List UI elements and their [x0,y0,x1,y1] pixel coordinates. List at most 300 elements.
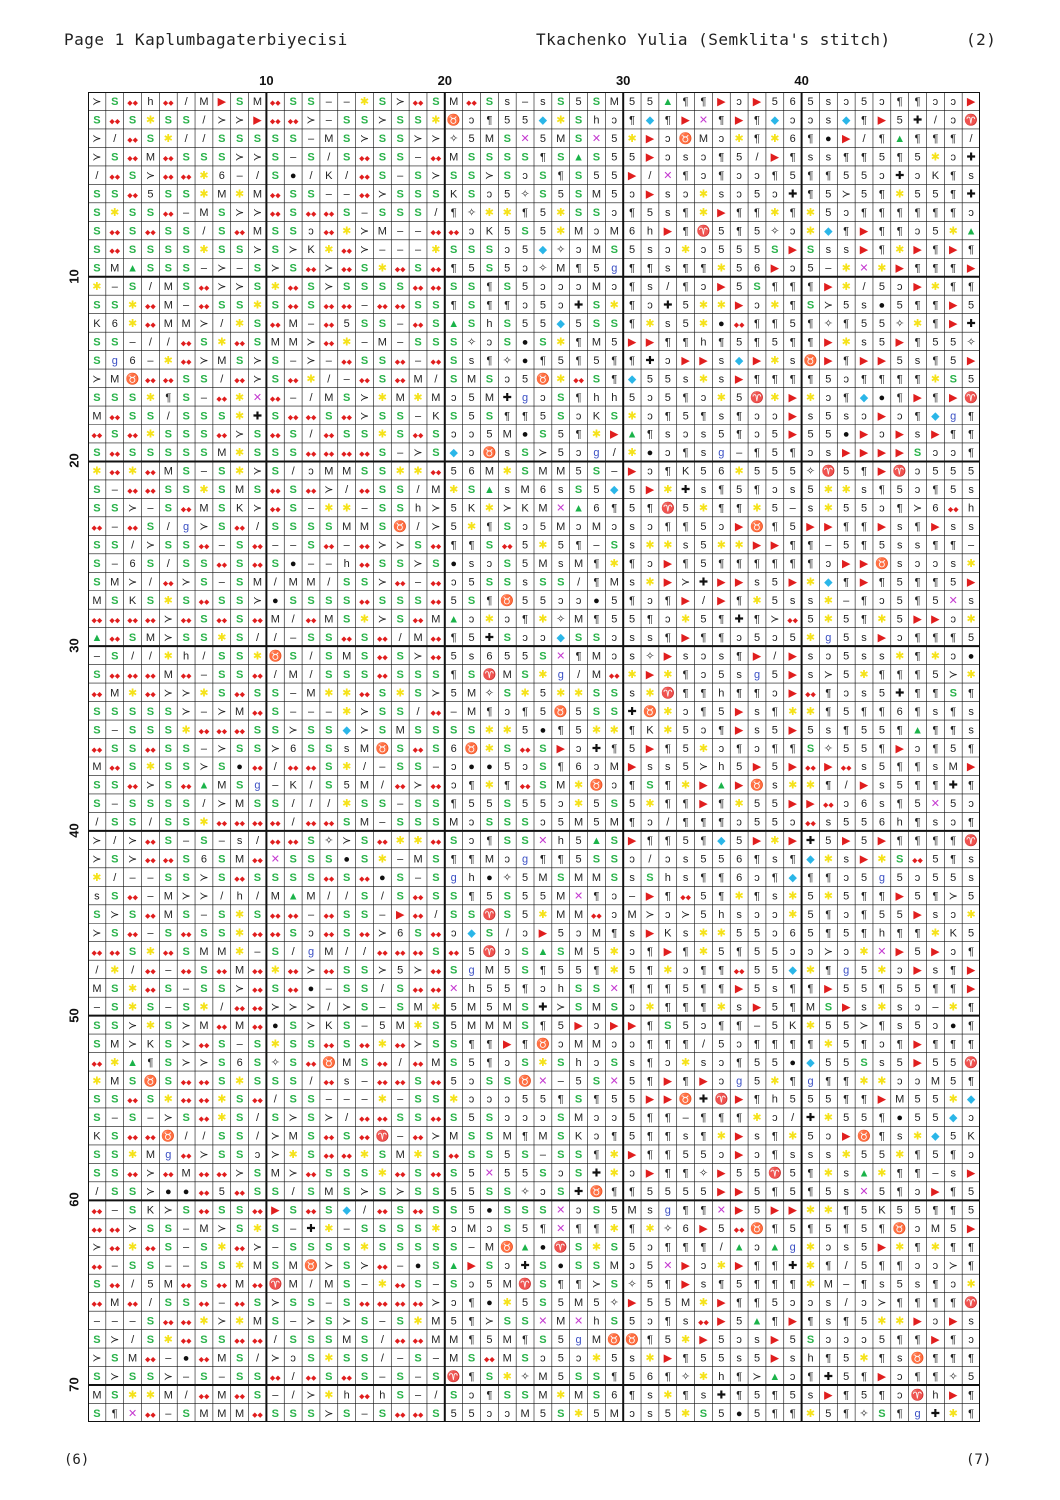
stitch-symbol: ◆◆ [287,968,299,976]
stitch-symbol: S [467,594,476,607]
stitch-symbol: s [843,1167,849,1180]
stitch-symbol: ¶ [718,872,725,885]
stitch-symbol: ● [379,872,386,885]
stitch-symbol: ◆◆ [376,1060,388,1068]
stitch-symbol: ¶ [896,1259,903,1272]
stitch-symbol: ▶ [627,1296,637,1309]
stitch-symbol: ◆◆ [323,1042,335,1050]
stitch-symbol: ▲ [198,779,210,792]
stitch-symbol: M [591,668,602,681]
column-label: 10 [259,73,274,88]
stitch-symbol: 5 [468,1056,475,1069]
stitch-symbol: ✱ [538,909,548,922]
stitch-symbol: ♉ [750,521,764,534]
stitch-symbol: M [574,1112,584,1125]
stitch-symbol: s [879,779,885,792]
stitch-symbol: K [681,465,690,478]
stitch-symbol: S [128,244,137,257]
stitch-symbol: ¶ [718,964,725,977]
stitch-symbol: M [466,373,477,386]
stitch-symbol: ◆◆ [216,617,228,625]
stitch-symbol: ✕ [556,502,566,515]
stitch-symbol: ◆◆ [109,617,121,625]
stitch-symbol: / [362,945,367,958]
stitch-symbol: ¶ [968,280,975,293]
stitch-symbol: ✚ [502,391,512,404]
stitch-symbol: 5 [932,1112,939,1125]
stitch-symbol: ◆◆ [412,321,424,329]
stitch-symbol: 6 [932,502,939,515]
stitch-symbol: ¶ [896,391,903,404]
stitch-symbol: 5 [807,927,814,940]
stitch-symbol: S [93,1112,101,1125]
stitch-symbol: ✱ [681,244,691,257]
stitch-symbol: M [288,576,298,589]
stitch-symbol: S [503,336,511,349]
stitch-symbol: S [253,447,262,460]
stitch-symbol: S [218,1130,226,1143]
stitch-symbol: s [789,1149,796,1162]
stitch-symbol: ¶ [718,558,725,571]
stitch-symbol: ¶ [486,1038,493,1051]
stitch-symbol: ✱ [788,909,798,922]
stitch-symbol: S [396,668,404,681]
stitch-symbol: M [502,428,512,441]
stitch-symbol: ¶ [664,631,671,644]
stitch-symbol: S [610,853,618,866]
stitch-symbol: h [611,391,618,404]
stitch-symbol: ◆ [859,391,869,404]
stitch-symbol: – [325,114,332,127]
stitch-symbol: S [253,1186,262,1199]
stitch-symbol: ▶ [895,262,904,275]
stitch-symbol: ≻ [752,1370,762,1383]
stitch-symbol: ↄ [665,909,671,922]
stitch-symbol: g [807,1075,814,1088]
stitch-symbol: M [395,1019,405,1032]
stitch-symbol: ◆◆ [287,913,299,921]
stitch-symbol: – [290,151,297,164]
stitch-symbol: ✱ [110,1056,120,1069]
stitch-symbol: ◆◆ [145,1245,156,1253]
stitch-symbol: ◆◆ [252,672,263,680]
stitch-symbol: 5 [700,1186,707,1199]
stitch-symbol: S [396,761,404,774]
stitch-symbol: 5 [539,687,546,700]
stitch-symbol: / [309,798,313,811]
stitch-symbol: 5 [932,1093,939,1106]
stitch-symbol: s [754,724,760,737]
stitch-symbol: S [343,982,351,995]
stitch-symbol: 5 [753,1204,761,1217]
stitch-symbol: ≻ [413,447,423,460]
stitch-symbol: – [272,1241,279,1254]
stitch-symbol: s [807,594,814,607]
stitch-symbol: S [574,1259,583,1272]
stitch-symbol: ¶ [700,964,707,977]
stitch-symbol: ↄ [772,631,778,644]
stitch-symbol: S [307,299,315,312]
stitch-symbol: ↄ [504,613,510,626]
stitch-symbol: S [307,280,315,293]
stitch-symbol: 5 [753,798,761,811]
stitch-symbol: ✱ [342,761,352,774]
stitch-symbol: – [432,1352,439,1365]
stitch-symbol: ¶ [914,1370,921,1383]
stitch-symbol: 5 [860,982,868,995]
stitch-symbol: S [414,798,422,811]
stitch-symbol: ≻ [145,1186,156,1199]
stitch-symbol: ✱ [716,539,726,552]
stitch-symbol: ◆◆ [91,525,103,533]
stitch-symbol: S [235,539,244,552]
stitch-symbol: S [610,835,618,848]
stitch-symbol: S [164,447,172,460]
stitch-symbol: ◆◆ [430,155,442,163]
stitch-symbol: ¶ [861,151,868,164]
stitch-symbol: M [484,1019,494,1032]
stitch-symbol: 6 [789,96,796,109]
stitch-symbol: / [380,982,384,995]
stitch-symbol: ¶ [646,964,653,977]
stitch-symbol: 5 [611,613,618,626]
stitch-symbol: S [574,631,583,644]
stitch-symbol: ✱ [484,502,495,515]
stitch-symbol: M [110,373,120,386]
stitch-symbol: ≻ [342,835,352,848]
stitch-symbol: ✱ [609,558,619,571]
stitch-symbol: ✱ [948,1407,958,1420]
stitch-symbol: ◆◆ [412,1300,424,1308]
stitch-symbol: ≻ [431,133,441,146]
stitch-symbol: S [503,1223,511,1236]
stitch-symbol: / [166,410,170,423]
stitch-symbol: S [343,1241,351,1254]
stitch-symbol: ¶ [878,890,885,903]
stitch-symbol: ≻ [306,964,316,977]
stitch-symbol: 5 [718,705,725,718]
stitch-symbol: ¶ [700,262,707,275]
stitch-symbol: / [273,761,277,774]
stitch-symbol: ¶ [468,853,475,866]
stitch-symbol: S [574,484,583,497]
stitch-symbol: ◆◆ [412,746,424,754]
stitch-symbol: ◆◆ [412,1060,424,1068]
stitch-symbol: S [307,742,315,755]
stitch-symbol: ↄ [504,1259,510,1272]
stitch-symbol: S [111,539,119,552]
stitch-symbol: S [521,151,529,164]
stitch-symbol: ↄ [665,853,671,866]
stitch-symbol: h [557,982,564,995]
stitch-symbol: ¶ [825,1259,832,1272]
stitch-symbol: ↄ [522,631,528,644]
stitch-symbol: ◆◆ [323,303,335,311]
stitch-symbol: ◆◆ [608,672,620,680]
stitch-symbol: ↄ [468,114,475,127]
stitch-symbol: M [324,945,334,958]
stitch-symbol: S [128,391,137,404]
stitch-symbol: ✱ [877,262,887,275]
stitch-symbol: S [396,705,404,718]
stitch-symbol: S [432,299,440,312]
stitch-symbol: M [556,465,566,478]
stitch-symbol: ● [878,391,886,404]
stitch-symbol: M [413,1001,423,1014]
stitch-symbol: h [414,502,422,515]
stitch-symbol: M [342,650,352,663]
stitch-symbol: M [92,761,102,774]
stitch-symbol: ↄ [540,631,546,644]
stitch-symbol: ◆◆ [394,1079,406,1087]
stitch-symbol: ◆◆ [127,525,138,533]
stitch-symbol: ↄ [914,558,921,571]
stitch-symbol: ¶ [789,336,796,349]
stitch-symbol: – [361,1093,368,1106]
stitch-symbol: ¶ [878,373,885,386]
stitch-symbol: ✱ [199,687,209,700]
stitch-symbol: ↄ [593,1130,600,1143]
stitch-symbol: ¶ [825,872,832,885]
stitch-symbol: S [146,1315,155,1328]
stitch-symbol: M [449,96,459,109]
stitch-symbol: S [93,798,101,811]
stitch-symbol: S [521,964,529,977]
stitch-symbol: S [414,1112,422,1125]
stitch-symbol: – [147,1112,154,1125]
stitch-symbol: ≻ [110,1370,120,1383]
stitch-symbol: s [343,1075,350,1088]
stitch-symbol: ¶ [932,1038,939,1051]
stitch-symbol: ¶ [629,317,636,330]
stitch-symbol: 5 [646,96,654,109]
stitch-symbol: ↄ [754,1149,760,1162]
stitch-symbol: s [879,798,885,811]
stitch-symbol: ¶ [932,262,939,275]
stitch-symbol: ↄ [736,1038,742,1051]
stitch-symbol: S [93,354,101,367]
stitch-symbol: ¶ [682,1001,689,1014]
stitch-symbol: ✱ [698,945,709,958]
stitch-symbol: ¶ [825,170,832,183]
stitch-symbol: M [591,650,602,663]
stitch-symbol: M [484,853,494,866]
stitch-symbol: ¶ [914,705,921,718]
stitch-symbol: ¶ [664,890,671,903]
stitch-symbol: s [629,927,635,940]
stitch-symbol: S [503,1389,511,1402]
stitch-symbol: S [503,133,511,146]
stitch-symbol: ▲ [590,835,602,848]
stitch-symbol: ↄ [789,816,796,829]
stitch-symbol: M [324,391,334,404]
stitch-symbol: ¶ [611,502,618,515]
stitch-symbol: ¶ [807,133,814,146]
stitch-symbol: ▶ [949,1389,958,1402]
stitch-symbol: S [182,816,190,829]
stitch-symbol: – [379,909,386,922]
stitch-symbol: ▶ [859,447,869,460]
stitch-symbol: ≻ [92,835,102,848]
stitch-symbol: ✱ [556,114,566,127]
stitch-symbol: 5 [843,502,850,515]
stitch-symbol: ✱ [163,1333,173,1346]
stitch-symbol: S [253,1075,262,1088]
stitch-symbol: 5 [789,170,796,183]
stitch-symbol: ✚ [252,410,263,423]
stitch-symbol: ✱ [377,853,387,866]
stitch-symbol: ↄ [682,188,689,201]
stitch-symbol: – [414,1389,422,1402]
stitch-symbol: ♈ [660,502,675,515]
stitch-symbol: ≻ [252,1241,263,1254]
stitch-symbol: ¶ [557,724,564,737]
stitch-symbol: ≻ [270,1352,280,1365]
stitch-symbol: / [220,373,224,386]
stitch-symbol: ↄ [665,151,671,164]
stitch-symbol: ◆◆ [573,377,584,385]
stitch-symbol: S [557,872,565,885]
stitch-symbol: ▶ [966,964,976,977]
stitch-symbol: – [325,96,332,109]
stitch-symbol: ◆◆ [234,229,246,237]
stitch-symbol: 5 [664,1407,671,1420]
stitch-symbol: S [93,114,101,127]
stitch-symbol: ¶ [914,1241,921,1254]
stitch-symbol: ✱ [502,1370,512,1383]
stitch-symbol: ¶ [575,1278,582,1291]
stitch-symbol: ▶ [913,1315,922,1328]
stitch-symbol: 5 [629,798,636,811]
stitch-symbol: ✧ [609,1296,619,1309]
stitch-symbol: ¶ [629,354,636,367]
stitch-symbol: 5 [486,982,493,995]
stitch-symbol: ¶ [968,1001,975,1014]
stitch-symbol: ≻ [181,576,191,589]
stitch-symbol: ↄ [665,133,671,146]
stitch-symbol: ≻ [145,539,156,552]
stitch-symbol: ¶ [914,761,921,774]
stitch-symbol: ◆ [949,1112,958,1125]
stitch-symbol: K [146,1204,155,1217]
stitch-symbol: / [666,816,670,829]
stitch-symbol: ▶ [627,1019,637,1032]
stitch-symbol: S [485,1112,494,1125]
stitch-symbol: M [217,779,227,792]
stitch-symbol: S [253,909,262,922]
stitch-symbol: ¶ [789,1075,796,1088]
stitch-symbol: s [682,151,689,164]
stitch-symbol: / [220,890,224,903]
stitch-symbol: ✱ [163,133,173,146]
stitch-symbol: ↄ [754,909,760,922]
stitch-symbol: M [609,1407,619,1420]
stitch-symbol: ≻ [948,668,958,681]
stitch-symbol: ≻ [163,613,173,626]
stitch-symbol: 5 [539,705,546,718]
stitch-symbol: S [414,262,422,275]
stitch-symbol: S [503,1075,511,1088]
stitch-symbol: / [273,631,277,644]
stitch-symbol: s [754,1130,760,1143]
stitch-symbol: s [843,1186,849,1199]
stitch-symbol: ¶ [968,1075,975,1088]
stitch-symbol: ◆◆ [323,1134,335,1142]
stitch-symbol: ¶ [789,853,796,866]
stitch-symbol: ¶ [629,114,636,127]
stitch-symbol: M [199,1019,209,1032]
stitch-symbol: ¶ [861,373,868,386]
stitch-symbol: ✱ [805,1278,816,1291]
stitch-symbol: ◆◆ [91,746,103,754]
stitch-symbol: S [467,188,476,201]
stitch-symbol: ● [539,724,547,737]
stitch-symbol: ◆◆ [394,1337,406,1345]
stitch-symbol: S [253,484,262,497]
stitch-symbol: S [93,1038,101,1051]
stitch-symbol: ◆◆ [323,543,335,551]
stitch-symbol: ♉ [803,354,818,367]
stitch-symbol: ≻ [377,539,387,552]
stitch-symbol: ▶ [788,668,797,681]
stitch-symbol: s [700,1389,707,1402]
stitch-symbol: 5 [860,1241,868,1254]
stitch-symbol: / [291,816,295,829]
stitch-symbol: ✱ [359,1149,370,1162]
stitch-symbol: ↄ [540,1112,546,1125]
stitch-symbol: ✱ [145,391,156,404]
stitch-symbol: / [255,1112,260,1125]
stitch-symbol: ✱ [645,576,655,589]
stitch-symbol: ▶ [788,798,797,811]
stitch-symbol: ▶ [877,521,887,534]
stitch-symbol: ◆◆ [109,248,121,256]
stitch-symbol: S [111,1093,119,1106]
stitch-symbol: ≻ [181,705,191,718]
stitch-symbol: M [591,1333,602,1346]
stitch-symbol: ¶ [629,1223,636,1236]
stitch-symbol: / [398,1056,402,1069]
stitch-symbol: / [255,1130,260,1143]
stitch-symbol: ↄ [914,484,921,497]
stitch-symbol: ▲ [912,724,924,737]
stitch-symbol: S [610,244,618,257]
stitch-symbol: ◆◆ [252,709,263,717]
stitch-symbol: ✚ [573,1186,584,1199]
stitch-symbol: ¶ [736,742,743,755]
stitch-symbol: ◆◆ [145,488,156,496]
stitch-symbol: ✱ [538,668,548,681]
stitch-symbol: S [164,872,172,885]
stitch-symbol: ↄ [718,133,725,146]
stitch-symbol: ▶ [663,1075,673,1088]
stitch-symbol: S [824,1001,833,1014]
stitch-symbol: ¶ [968,687,975,700]
stitch-symbol: ≻ [359,133,370,146]
stitch-symbol: 5 [860,816,868,829]
stitch-symbol: ◆◆ [198,1116,210,1124]
stitch-symbol: S [182,1112,190,1125]
stitch-symbol: ✱ [805,1407,816,1420]
stitch-symbol: ↄ [879,96,885,109]
stitch-symbol: ● [289,558,297,571]
stitch-symbol: 5 [843,465,850,478]
stitch-symbol: S [271,1407,279,1420]
stitch-symbol: 5 [575,96,582,109]
stitch-symbol: ¶ [575,354,582,367]
stitch-symbol: ◆◆ [359,1393,370,1401]
stitch-symbol: ¶ [646,1130,653,1143]
